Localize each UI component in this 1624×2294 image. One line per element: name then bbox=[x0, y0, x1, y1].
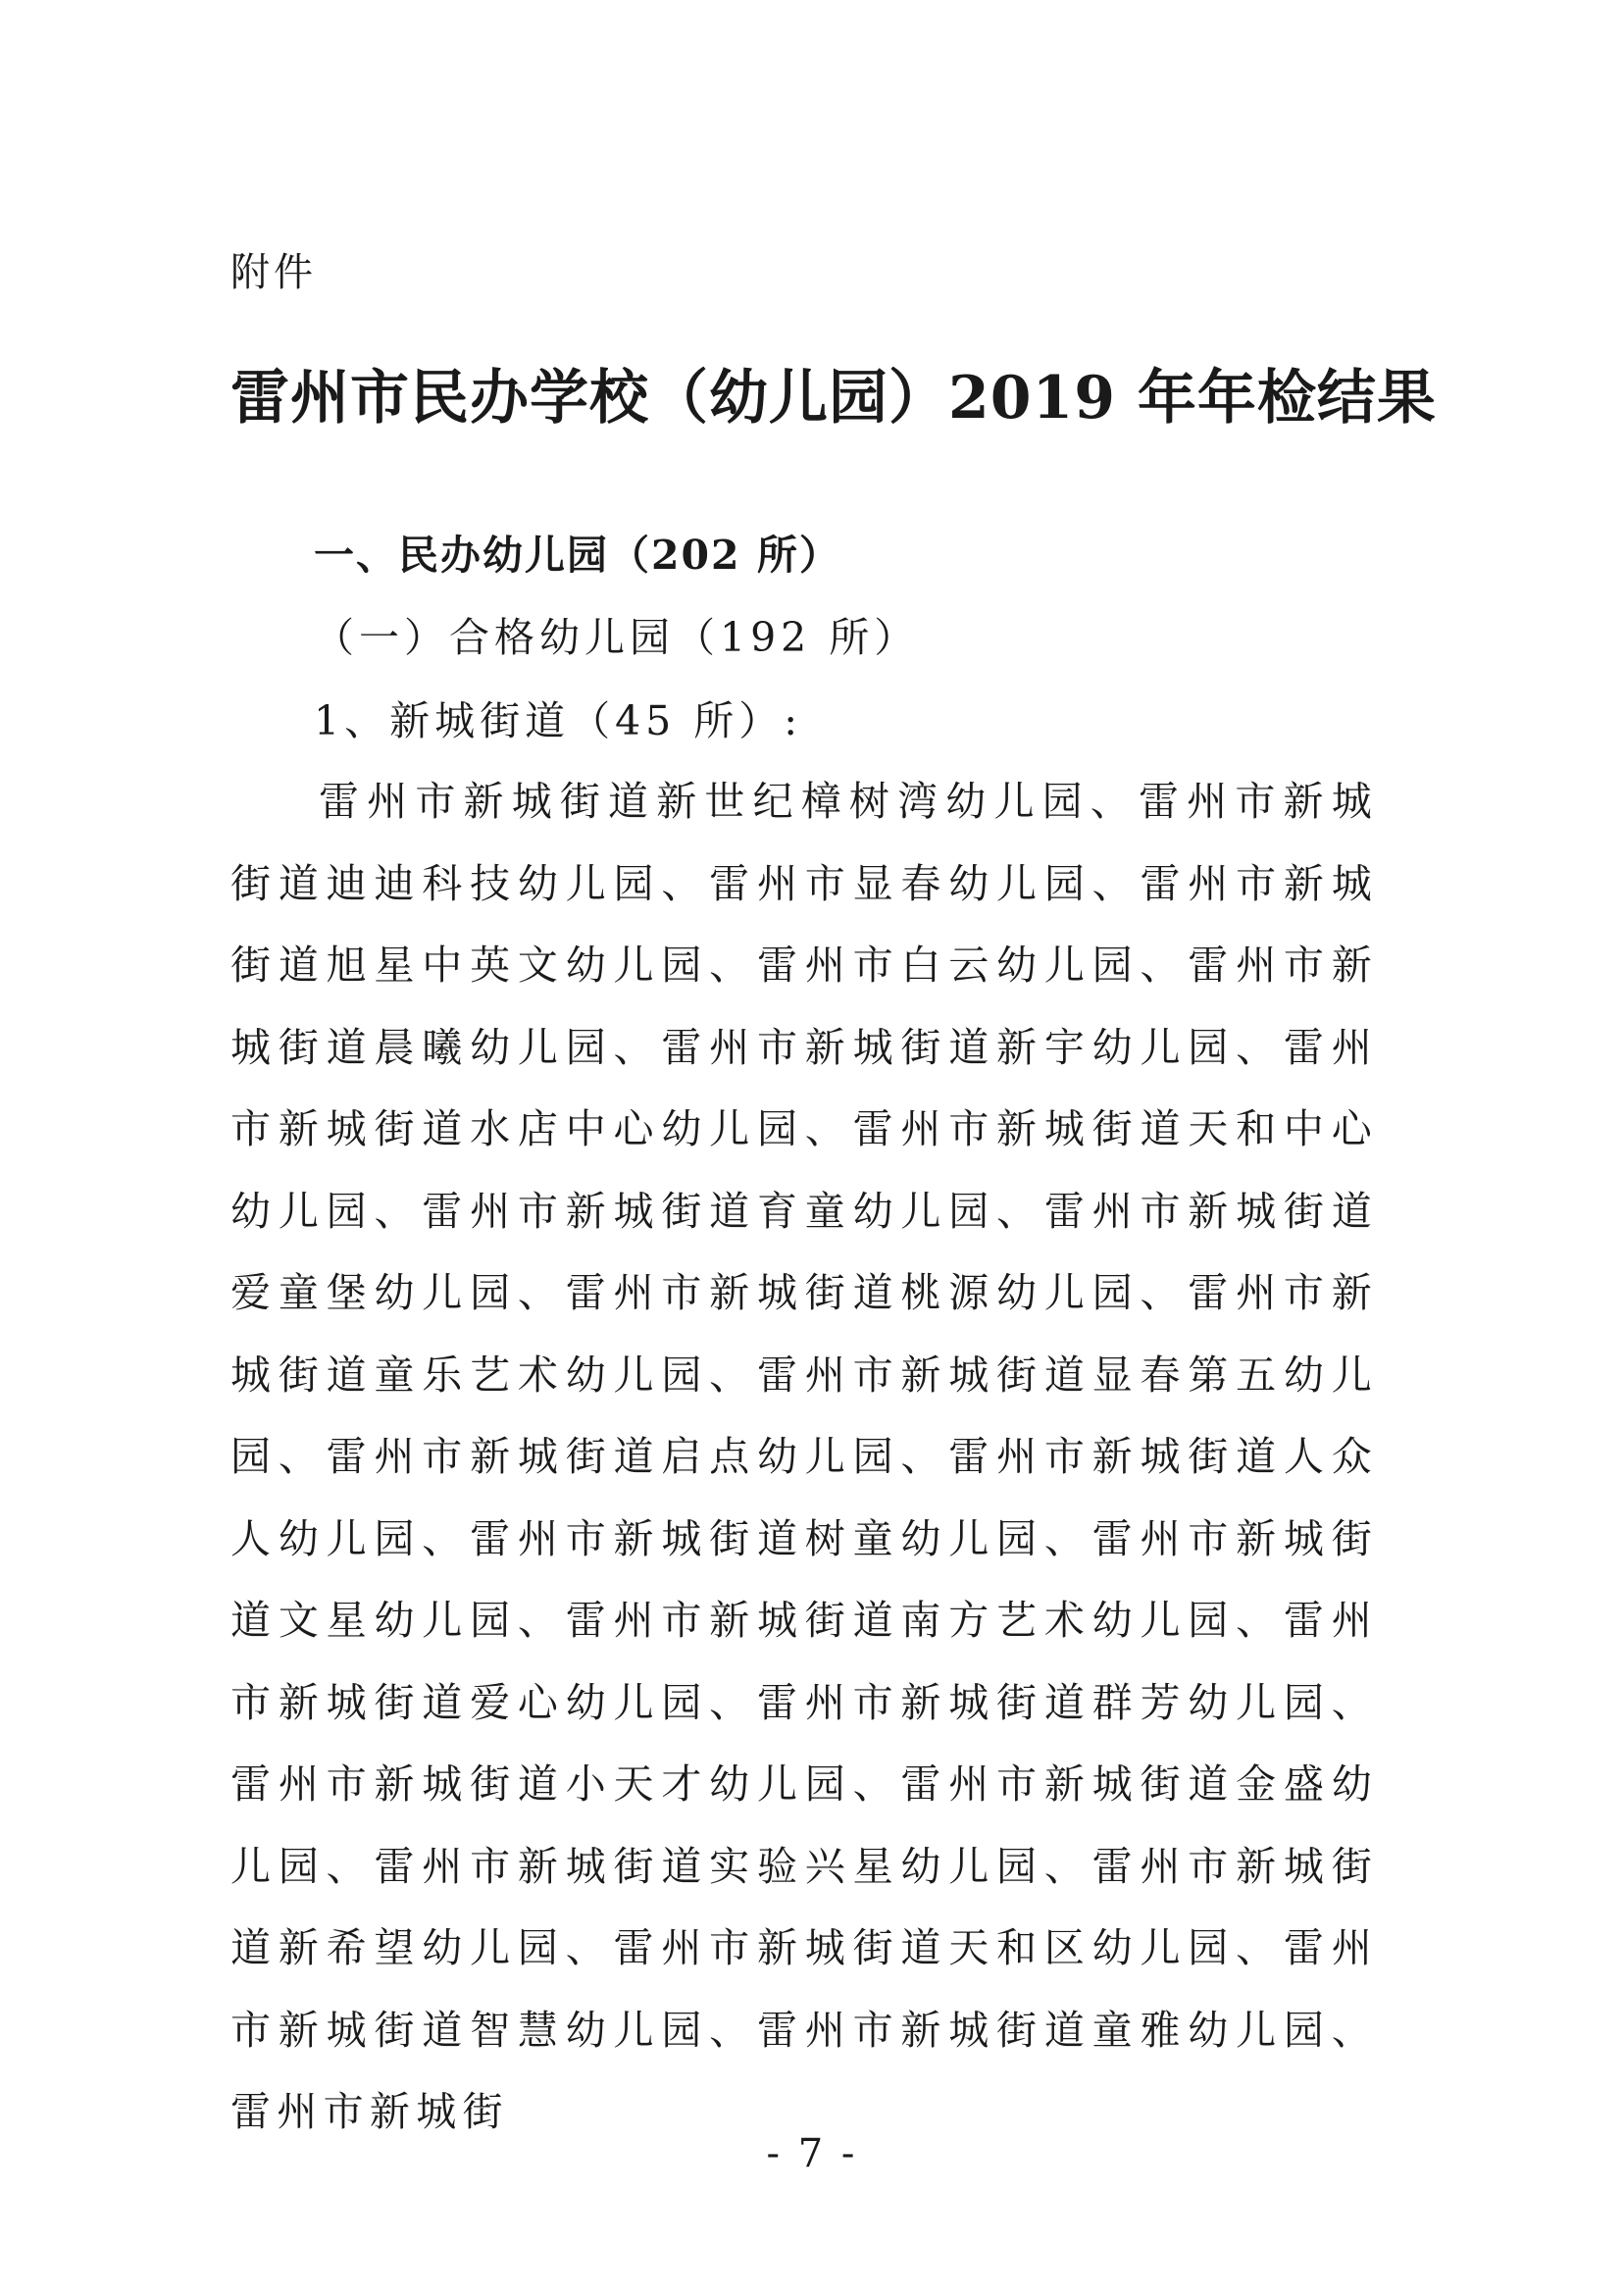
document-title: 雷州市民办学校（幼儿园）2019 年年检结果 bbox=[230, 364, 1437, 433]
page-number: - 7 - bbox=[766, 2131, 858, 2176]
attachment-label: 附件 bbox=[230, 250, 317, 295]
subsection-heading-qualified-kindergartens: （一）合格幼儿园（192 所） bbox=[314, 614, 920, 661]
item-heading-xincheng-subdistrict: 1、新城街道（45 所）: bbox=[314, 697, 803, 744]
kindergarten-list-paragraph: 雷州市新城街道新世纪樟树湾幼儿园、雷州市新城街道迪迪科技幼儿园、雷州市显春幼儿园、雷州市新城街道旭星中英文幼儿园、雷州市白云幼儿园、雷州市新城街道晨曦幼儿园、雷州市新城街道新宇幼儿园、雷州市新城街道水店中心幼儿园、雷州市新城街道天和中心幼儿园、雷州市新城街道育童幼儿园、雷州市新城街道爱童堡幼儿园、雷州市新城街道桃源幼儿园、雷州市新城街道童乐艺术幼儿园、雷州市新城街道显春第五幼儿园、雷州市新城街道启点幼儿园、雷州市新城街道人众人幼儿园、雷州市新城街道树童幼儿园、雷州市新城街道文星幼儿园、雷州市新城街道南方艺术幼儿园、雷州市新城街道爱心幼儿园、雷州市新城街道群芳幼儿园、雷州市新城街道小天才幼儿园、雷州市新城街道金盛幼儿园、雷州市新城街道实验兴星幼儿园、雷州市新城街道新希望幼儿园、雷州市新城街道天和区幼儿园、雷州市新城街道智慧幼儿园、雷州市新城街道童雅幼儿园、雷州市新城街 bbox=[230, 778, 1378, 2135]
section-heading-private-kindergartens: 一、民办幼儿园（202 所） bbox=[314, 532, 841, 579]
